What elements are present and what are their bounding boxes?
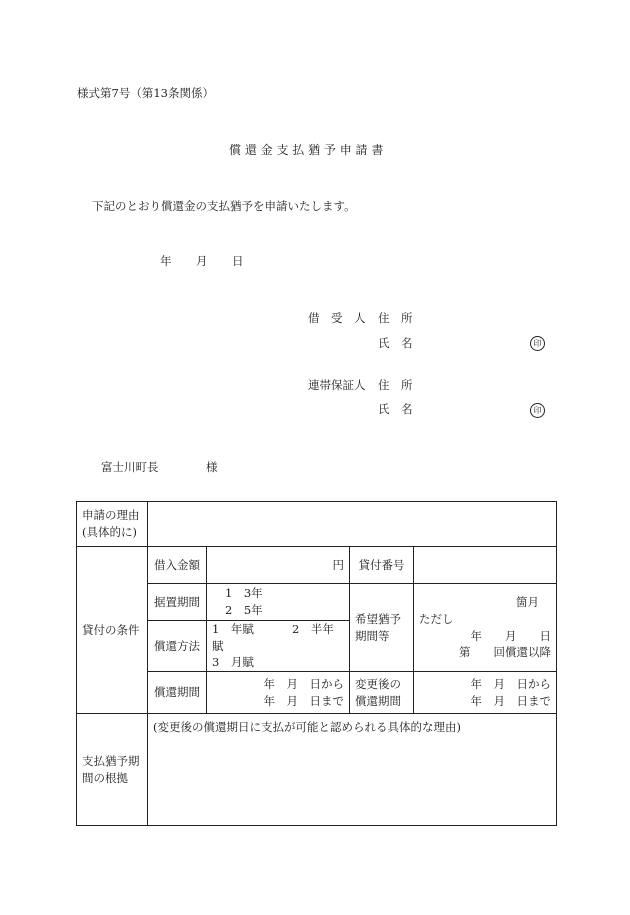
proviso-from-nth: 第 回償還以降 — [459, 645, 551, 660]
date-day: 日 — [232, 254, 244, 268]
changed-period-cell[interactable] — [414, 672, 557, 714]
grace-period-label: 据置期間 — [148, 584, 207, 621]
document-title: 償 還 金 支 払 猶 予 申 請 書 — [229, 143, 384, 157]
form-number: 様式第7号（第13条関係） — [77, 86, 214, 100]
period-from-text: 年 月 日から — [263, 676, 344, 691]
changed-from-text: 年 月 日から — [470, 676, 551, 691]
method-option-2: 2 半年賦 — [212, 622, 334, 653]
conditions-label: 貸付の条件 — [77, 547, 148, 714]
repay-method-label: 償還方法 — [148, 621, 207, 672]
months-unit: 箇月 — [516, 595, 539, 610]
grace-period-options[interactable] — [207, 584, 350, 621]
desired-period-label — [350, 584, 414, 672]
date-month: 月 — [196, 254, 208, 268]
basis-hint: (変更後の償還期日に支払が可能と認められる具体的な理由) — [153, 720, 461, 735]
guarantor-address-label: 住 所 — [378, 378, 413, 392]
guarantor-label: 連帯保証人 — [308, 378, 366, 392]
guarantor-seal-mark: 印 — [530, 403, 545, 418]
borrower-address-label: 住 所 — [378, 311, 413, 325]
yen-unit: 円 — [332, 557, 344, 572]
changed-period-label — [350, 672, 414, 714]
reason-row — [77, 502, 557, 547]
method-option-3: 3 月賦 — [212, 655, 254, 670]
loan-amount-label: 借入金額 — [148, 547, 207, 584]
basis-label — [77, 714, 148, 826]
repay-method-options[interactable] — [207, 621, 350, 672]
guarantor-name-label: 氏 名 — [378, 402, 413, 416]
reason-label-line-2: (具体的に) — [82, 525, 137, 539]
period-to-text: 年 月 日まで — [263, 693, 344, 708]
method-option-1: 1 年賦 — [212, 622, 254, 636]
basis-input-cell[interactable] — [148, 714, 557, 826]
loan-amount-row — [77, 547, 557, 584]
addressee-honorific: 様 — [206, 460, 218, 474]
borrower-name-label: 氏 名 — [378, 336, 413, 350]
borrower-seal-mark: 印 — [530, 336, 545, 351]
basis-label-line-1: 支払猶予期 — [82, 753, 140, 768]
reason-label-line-1: 申請の理由 — [82, 508, 140, 523]
loan-number-label: 貸付番号 — [350, 547, 414, 584]
borrower-label: 借 受 人 — [308, 311, 366, 325]
changed-label-line-1: 変更後の — [355, 676, 401, 691]
date-year: 年 — [160, 254, 172, 268]
basis-label-line-2: 間の根拠 — [82, 770, 128, 785]
reason-input-cell[interactable] — [148, 502, 557, 547]
repay-period-cell[interactable] — [207, 672, 350, 714]
desired-label-line-2: 期間等 — [355, 628, 390, 643]
proviso-text: ただし — [419, 611, 454, 626]
grace-option-2: 2 5年 — [225, 603, 263, 617]
application-table — [76, 501, 557, 826]
changed-label-line-2: 償還期間 — [355, 693, 401, 708]
desired-period-cell[interactable] — [414, 584, 557, 672]
loan-number-cell[interactable] — [414, 547, 557, 584]
grace-option-1: 1 3年 — [225, 586, 263, 601]
loan-amount-cell[interactable] — [207, 547, 350, 584]
reason-label — [77, 502, 148, 547]
repay-period-row — [77, 672, 557, 714]
addressee-name: 富士川町長 — [101, 460, 159, 474]
changed-to-text: 年 月 日まで — [470, 693, 551, 708]
proviso-date: 年 月 日 — [470, 628, 551, 643]
desired-label-line-1: 希望猶予 — [355, 611, 401, 626]
basis-row — [77, 714, 557, 826]
grace-period-row — [77, 584, 557, 621]
repay-period-label: 償還期間 — [148, 672, 207, 714]
intro-text: 下記のとおり償還金の支払猶予を申請いたします。 — [92, 199, 356, 213]
